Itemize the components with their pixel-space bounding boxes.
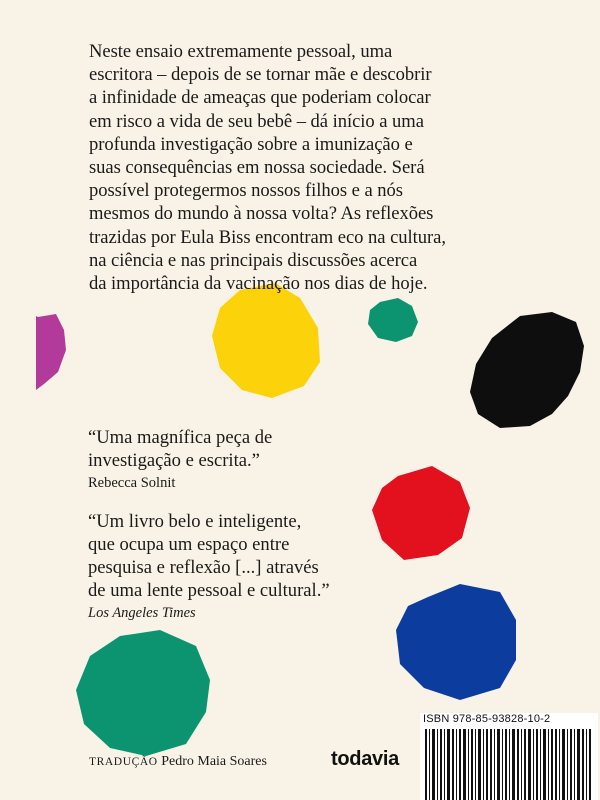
synopsis-line: suas consequências em nossa sociedade. Será: [89, 157, 425, 179]
quote-source: Los Angeles Times: [88, 605, 196, 621]
isbn-number: ISBN 978-85-93828-10-2: [423, 713, 551, 725]
yellow-blob: [212, 283, 320, 398]
quote-text: “Um livro belo e inteligente, que ocupa um espaço entre pesquisa e reflexão [...] através de uma lente pessoal e cultural.”: [88, 511, 330, 601]
barcode: [420, 713, 598, 800]
translator-name: Pedro Maia Soares: [161, 754, 267, 769]
synopsis-line: em risco a vida de seu bebê – dá início a uma: [89, 110, 424, 132]
synopsis-line: trazidas por Eula Biss encontram eco na cultura,: [89, 226, 446, 248]
synopsis-line: da importância da vacinação nos dias de hoje.: [89, 273, 428, 295]
black-blob: [470, 312, 584, 428]
quote-text: “Uma magnífica peça de investigação e escrita.”: [88, 427, 273, 471]
review-quote: [88, 510, 388, 622]
synopsis-line: na ciência e nas principais discussões acerca: [89, 249, 418, 271]
quote-source: Rebecca Solnit: [88, 475, 176, 491]
synopsis-line: possível protegermos nossos filhos e a nós: [89, 180, 403, 202]
synopsis-line: profunda investigação sobre a imunização e: [89, 133, 413, 155]
synopsis-line: Neste ensaio extremamente pessoal, uma: [89, 41, 393, 62]
blue-blob: [396, 584, 516, 700]
barcode-bars: [423, 729, 595, 800]
magenta-blob: [36, 314, 66, 390]
review-quote: [88, 426, 388, 492]
green-large-blob: [76, 630, 210, 756]
translation-credit: [89, 754, 267, 770]
translation-label: TRADUÇÃO: [89, 756, 158, 768]
synopsis-line: mesmos do mundo à nossa volta? As reflexões: [89, 203, 434, 225]
synopsis-line: escritora – depois de se tornar mãe e descobrir: [89, 64, 432, 86]
green-small-blob: [368, 298, 418, 342]
synopsis: [89, 40, 559, 295]
publisher-logo: todavia: [331, 748, 399, 770]
synopsis-line: a infinidade de ameaças que poderiam colocar: [89, 87, 431, 109]
